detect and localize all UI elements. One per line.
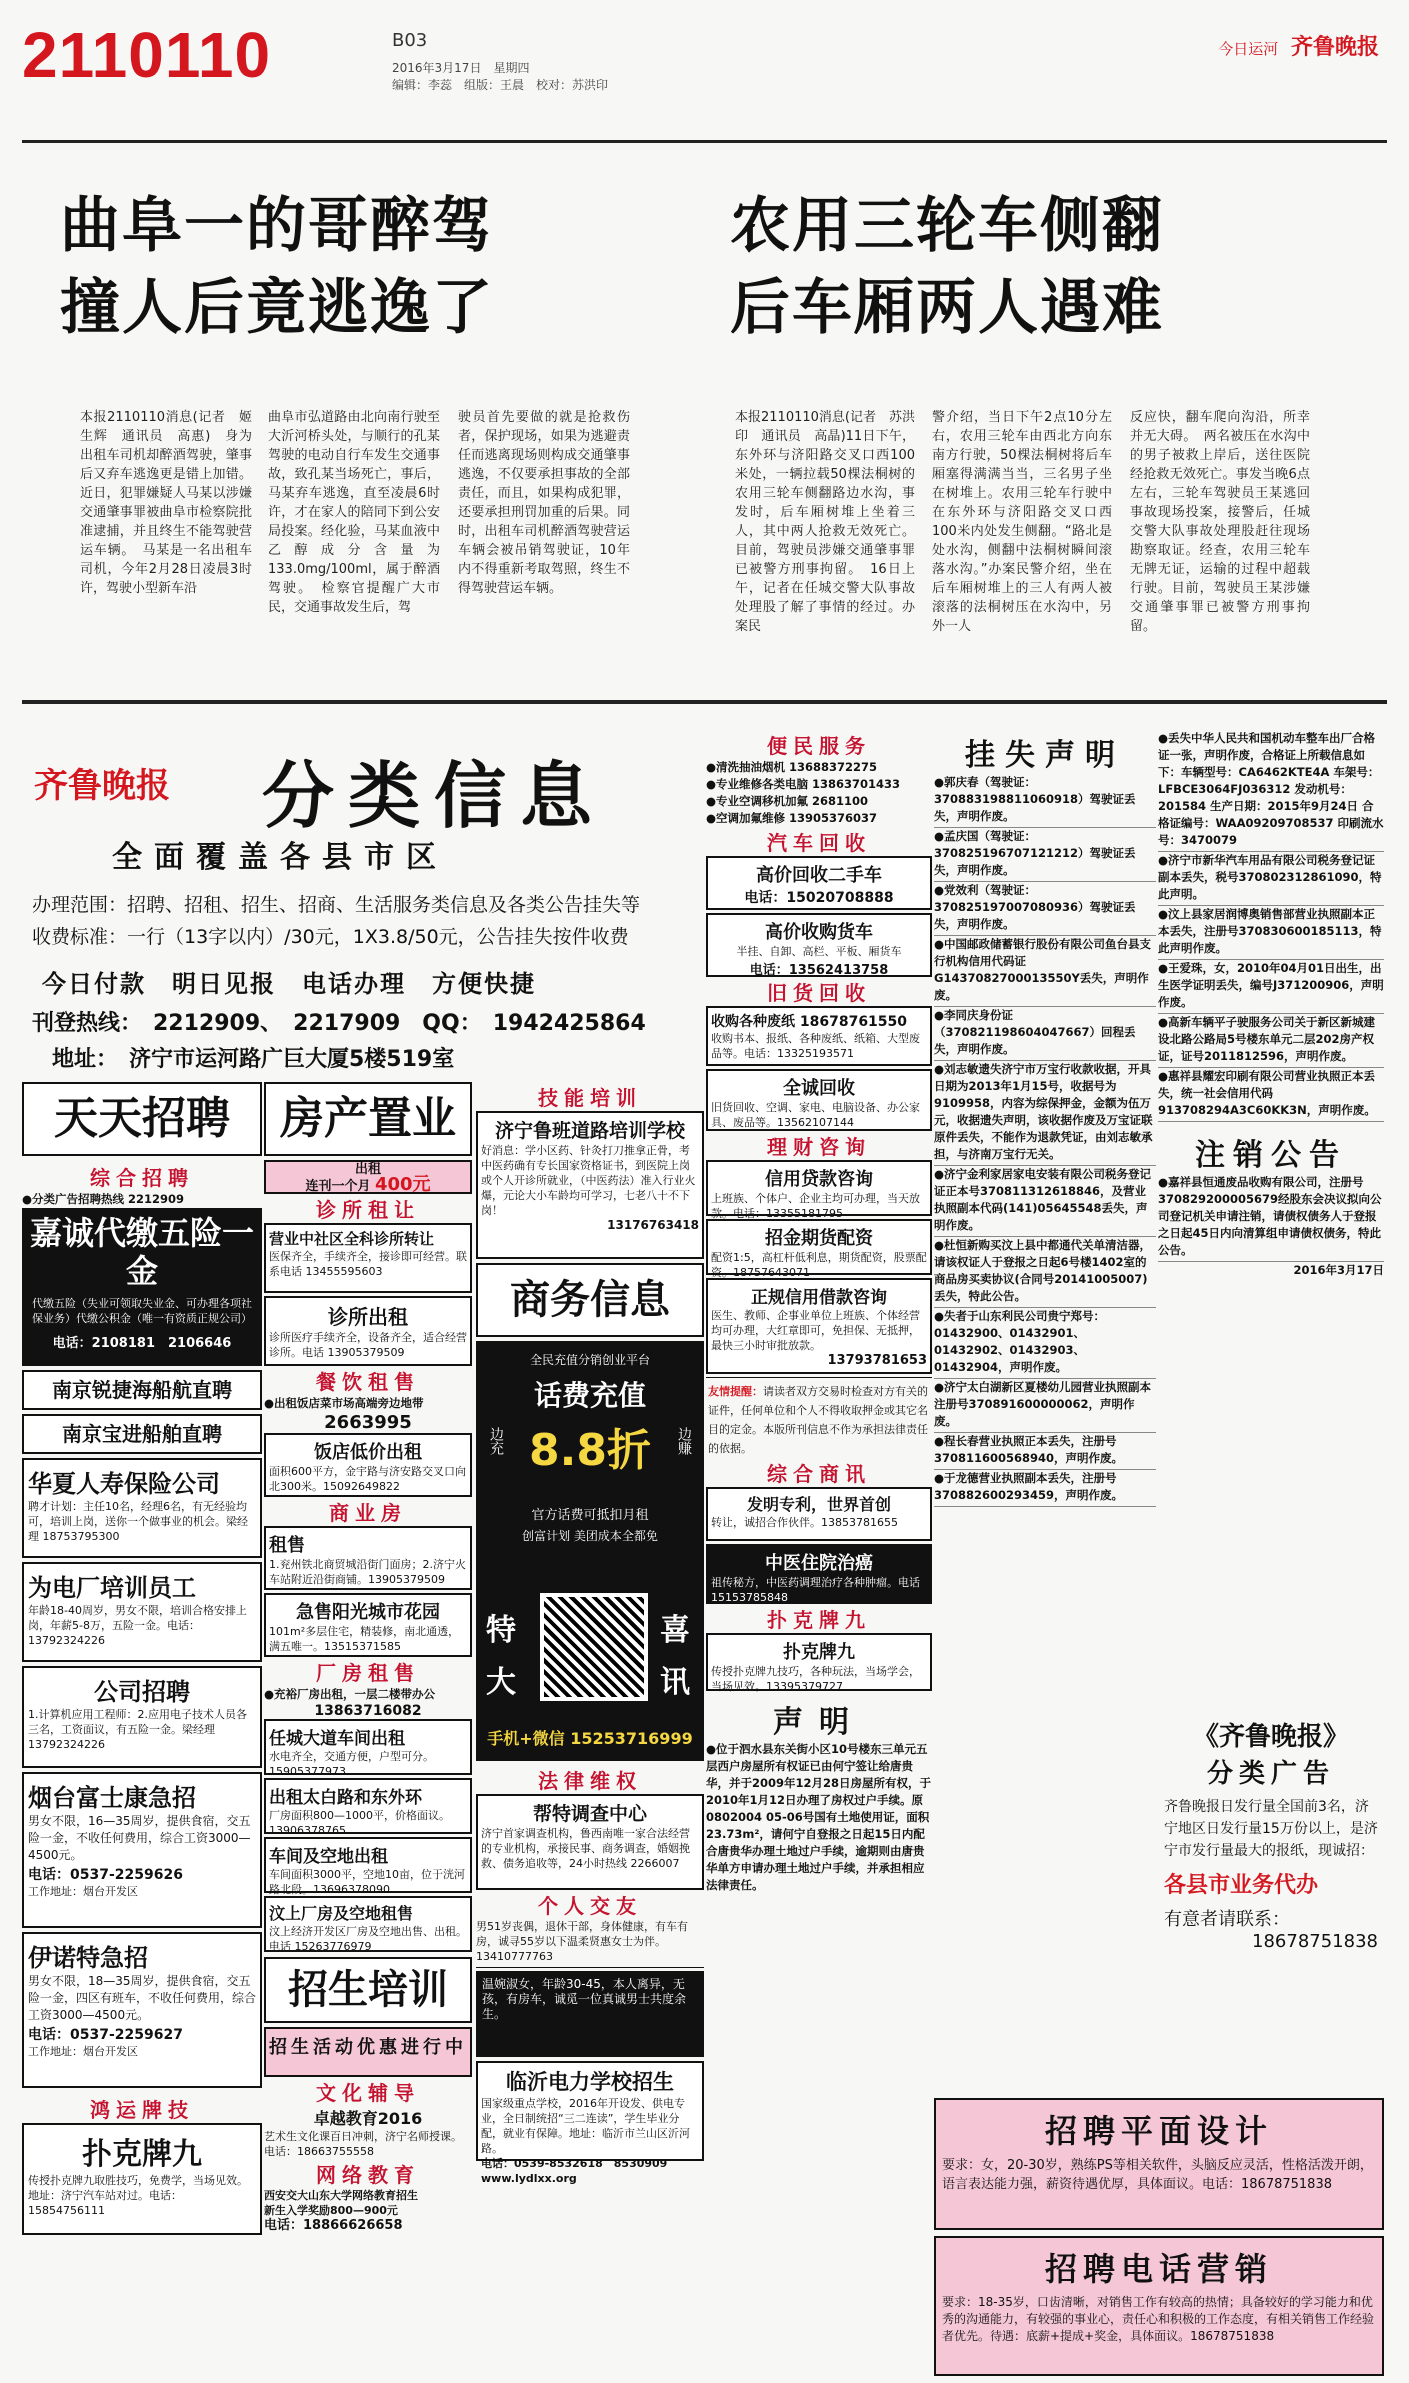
notice-item: ●汶上县家居润博奥销售部营业执照副本正本丢失，注册号370830600185113，特此声明作废。 — [1158, 906, 1384, 960]
classified-slogan: 今日付款 明日见报 电话办理 方便快捷 — [42, 969, 536, 998]
column-recruit — [22, 1082, 262, 2382]
story1-col3: 驶员首先要做的就是抢救伤者，保护现场，如果为逃避责任而逃离现场则构成交通肇事逃逸，不仅要承担事故的全部责任，而且，如果构成犯罪，还要承担刑罚加重的后果。同时，出租车司机醉酒驾驶营运车辆会被吊销驾驶证，10年内不得重新考取驾照，终生不得驾驶营运车辆。 — [458, 410, 630, 596]
services-ad-poker — [706, 1633, 932, 1691]
foxconn-title: 烟台富士康急招 — [28, 1784, 196, 1812]
power-school-phone: 电话：0539-8532618 8530909 www.lydlxx.org — [481, 2157, 679, 2185]
loss-notice-item: ●中国邮政储蓄银行股份有限公司鱼台县支行机构信用代码证G1437082700013550Y丢失，声明作废。 — [934, 936, 1156, 1007]
loss-list — [934, 774, 1156, 1507]
workshop3-body: 车间面积3000平，空地10亩，位于洸河路北段。13696378090 — [269, 1868, 465, 1896]
training-sec-tutoring: 文化辅导 — [316, 2081, 420, 2105]
truck-phone: 电话：13562413758 — [749, 963, 889, 978]
recharge-phone: 手机+微信 15253716999 — [487, 1729, 693, 1748]
loss-notice-item: ●杜恒新购买汶上县中都通代关单清洁器，请该权证人于登报之日起6号楼1402室的商品房买卖协议(合同号20141005007)丢失，特此公告。 — [934, 1237, 1156, 1308]
quancheng-body: 旧货回收、空调、家电、电脑设备、办公家具、废品等。13562107144 — [711, 1101, 920, 1129]
rent-banner — [264, 1160, 472, 1194]
patent-title: 发明专利，世界首创 — [746, 1495, 891, 1514]
loss-title: 挂失声明 — [965, 738, 1125, 773]
promo-contact-label: 有意者请联系： — [1164, 1909, 1290, 1930]
rent-label: 出租 — [354, 1162, 381, 1177]
recruit-sec-general: 综合招聘 — [90, 1166, 194, 1190]
story2-col1: 本报2110110消息(记者 苏洪印 通讯员 高晶)11日下午，东外环与济阳路交叉口西100米处，一辆拉载50棵法桐树的农用三轮车侧翻路边水沟，事发时，后车厢树堆上坐着三人，其中两人抢救无效死亡。目前，驾驶员涉嫌交通肇事罪已被警方刑事拘留。 16日上午，记者在任城交警大队事故处理股了解了事情的经过。办案民 — [735, 410, 915, 634]
recruit-sec-cards: 鸿运牌技 — [90, 2098, 194, 2122]
story1-headline-line1: 曲阜一的哥醉驾 — [60, 191, 494, 261]
qr-code-icon — [540, 1593, 648, 1701]
date-line: 2016年3月17日 星期四 — [392, 61, 530, 75]
loss-notice-item: ●孟庆国（驾驶证：370825196707121212）驾驶证丢失，声明作废。 — [934, 828, 1156, 882]
promo-body: 齐鲁晚报日发行量全国前3名，济宁地区日发行量15万份以上，是济宁市发行量最大的报纸，现诚招： — [1164, 1799, 1378, 1859]
loan-body: 医生、教师、企事业单位上班族、个体经营均可办理，大红章即可，免担保、无抵押，最快三小时审批放款。 — [711, 1309, 920, 1352]
promo-sub: 分类广告 — [1206, 1759, 1335, 1789]
services-sec-finance: 理财咨询 — [767, 1135, 871, 1159]
promo-char-2: 大 — [486, 1665, 516, 1700]
business-ad-school — [476, 1111, 704, 1259]
recruit-ad-poker — [22, 2123, 262, 2235]
services-sec-poker: 扑克牌九 — [767, 1608, 871, 1632]
sunshine-title: 急售阳光城市花园 — [296, 1602, 440, 1623]
inovance-body: 男女不限，18—35周岁，提供食宿，交五险一金，四区有班车，不收任何费用，综合工资3000—4500元。 — [28, 1974, 257, 2022]
inovance-phone: 电话：0537-2259627 — [28, 2027, 183, 2043]
inovance-title: 伊诺特急招 — [28, 1944, 148, 1972]
story2-headline-line1: 农用三轮车侧翻 — [730, 191, 1164, 261]
online-phone: 电话：18866626658 — [264, 2218, 403, 2233]
business-sec-legal: 法律维权 — [538, 1769, 642, 1793]
story2-col3: 反应快，翻车爬向沟沿，所幸并无大碍。 两名被压在水沟中的男子被救上岸后，送往医院经抢救无效死亡。事发当晚6点左右，三轮车驾驶员王某逃回事故现场投案，接警后，任城交警大队事故处理股赶往现场勘察取证。经查，农用三轮车无牌无证，运输的过程中超载行驶。目前，驾驶员王某涉嫌交通肇事罪已被警方刑事拘留。 — [1130, 410, 1310, 634]
section-brand — [1218, 30, 1379, 61]
realestate-sec-clinic: 诊所租让 — [316, 1198, 420, 1222]
school-body: 好消息：学小区药、针灸打刀推拿正骨，考中医药确有专长国家资格证书，到医院上岗或个人开诊所就业，（中医药法）准入行业火爆，元论大小车龄均可学习，七老八十不下岗！ — [481, 1144, 696, 1217]
services-ad4: ●空调加氟维修 13905376037 — [706, 811, 878, 825]
online-title: 西安交大山东大学网络教育招生 — [264, 2189, 418, 2202]
promo-char-right — [660, 1605, 694, 1709]
loss-notice-item: ●济宁太白湖新区夏楼幼儿园营业执照副本注册号370891600000062，声明作废。 — [934, 1379, 1156, 1433]
business-title: 商务信息 — [476, 1263, 704, 1337]
recruit-title: 天天招聘 — [22, 1082, 262, 1156]
factory-ad1-phone: 13863716082 — [314, 1703, 422, 1719]
business-ad-power-school — [476, 2061, 704, 2185]
tip-body: 请读者双方交易时检查对方有关的证件，任何单位和个人不得收取押金或其它名目的定金。本版所刊信息不作为承担法律责任的依据。 — [708, 1385, 928, 1455]
header-rule — [22, 140, 1387, 143]
foxconn-note: 工作地址：烟台开发区 — [28, 1885, 138, 1898]
classified-title: 分类信息 — [262, 753, 607, 838]
loss-notice-item: ●济宁金利家居家电安装有限公司税务登记证正本号370811312618846，及营业执照副本代码(141)05645548丢失，声明作废。 — [934, 1166, 1156, 1237]
tutoring-title: 卓越教育2016 — [313, 2109, 423, 2128]
rent-price: 400元 — [374, 1174, 431, 1195]
story2-col2: 警介绍，当日下午2点10分左右，农用三轮车由西北方向东南方行驶，50棵法桐树将后车厢塞得满满当当，三名男子坐在树堆上。农用三轮车行驶中在东外环与济阳路交叉口西100米内处发生侧翻。“路北是处水沟，侧翻中法桐树瞬间滚落水沟。”办案民警介绍，坐在后车厢树堆上的三人有两人被滚落的法桐树压在水沟中，另外一人 — [932, 410, 1112, 634]
investigation-body: 济宁首家调查机构，鲁西南唯一家合法经营的专业机构，承接民事、商务调查，婚姻挽救、债务追收等，24小时热线 2266007 — [481, 1827, 690, 1870]
quancheng-title: 全诚回收 — [783, 1078, 855, 1099]
dating-ad2: 温婉淑女，年龄30-45，本人离异，无孩，有房车，诚觅一位真诚男士共度余生。 — [482, 1977, 687, 2021]
poker2-body: 传授扑克牌九技巧，各种玩法，当场学会，当场见效。13395379727 — [711, 1665, 920, 1693]
clinic2-title: 诊所出租 — [328, 1305, 408, 1329]
futures-body: 配资1:5，高杠杆低利息，期货配资，股票配资。18757643071 — [711, 1251, 927, 1279]
workshop3-title: 车间及空地出租 — [269, 1847, 388, 1867]
truck-title: 高价收购货车 — [765, 922, 873, 943]
realestate-ad-restaurant — [264, 1433, 472, 1497]
services-ad1: ●清洗抽油烟机 13688372275 — [706, 760, 878, 774]
classified-phone: 刊登热线： 2212909、 2217909 QQ： 1942425864 — [32, 1011, 646, 1036]
recruit-ad-foxconn — [22, 1772, 262, 1928]
loan-phone: 13793781653 — [827, 1353, 927, 1368]
hotline-number: 2110110 — [22, 19, 272, 91]
foxconn-phone: 电话：0537-2259626 — [28, 1867, 183, 1883]
poker2-title: 扑克牌九 — [783, 1642, 855, 1663]
insurer-body: 聘才计划：主任10名，经理6名，有无经验均可，培训上岗，送你一个做事业的机会。梁经理 18753795300 — [28, 1500, 248, 1543]
realestate-ad-clinic1 — [264, 1223, 472, 1293]
usedcar-title: 高价回收二手车 — [756, 865, 882, 886]
wenshang-title: 汶上厂房及空地租售 — [269, 1904, 414, 1923]
services-ad-quancheng — [706, 1069, 932, 1131]
loss-notice-item: ●郭庆春（驾驶证：370883198811060918）驾驶证丢失，声明作废。 — [934, 774, 1156, 828]
column-services — [706, 730, 932, 2380]
ad-graphic-design — [934, 2098, 1384, 2230]
loss-notice-item: ●于龙德营业执照副本丢失，注册号370882600293459，声明作废。 — [934, 1470, 1156, 1507]
classified-subtitle: 全面覆盖各县市区 — [112, 840, 448, 875]
wenshang-body: 汶上经济开发区厂房及空地出售、出租。电话 15263776979 — [269, 1925, 467, 1953]
tutoring-body: 艺术生文化课百日冲刺，济宁名师授课。电话：18663755558 — [264, 2130, 462, 2158]
loss-notice-item: ●刘志敏遗失济宁市万宝行收款收据，开具日期为2013年1月15号，收据号为9109958，内容为综保押金，金额为伍万元，收据遗失声明，该收据作废及万宝证联原件丢失，不能作为退款凭证，由刘志敏承担，与济南万宝行无关。 — [934, 1061, 1156, 1166]
realestate-sec-factory: 厂房租售 — [316, 1661, 420, 1685]
telemarketing-title: 招聘电话营销 — [1044, 2250, 1273, 2288]
power-school-body: 国家级重点学校，2016年开设发、供电专业，全日制统招“三二连读”，学生毕业分配，就业有保障。地址：临沂市兰山区沂河路。 — [481, 2097, 690, 2155]
workshop1-title: 任城大道车间出租 — [269, 1729, 405, 1749]
workshop2-title: 出租太白路和东外环 — [269, 1788, 422, 1808]
realestate-ad-lease — [264, 1526, 472, 1590]
promo-red: 各县市业务代办 — [1164, 1873, 1319, 1898]
telemarketing-body: 要求：18-35岁，口齿清晰，对销售工作有较高的热情；具备较好的学习能力和优秀的沟通能力，有较强的事业心，责任心和积极的工作态度，有相关销售工作经验者优先。待遇：底薪+提成+奖金，具体面议。18678751838 — [942, 2295, 1375, 2343]
insurance-phone: 电话：2108181 2106646 — [52, 1336, 232, 1351]
realestate-sec-commercial: 商业房 — [329, 1501, 407, 1525]
column-business — [476, 1082, 704, 2382]
services-ad-patent — [706, 1487, 932, 1541]
recruit-ad-inovance — [22, 1932, 262, 2088]
workshop2-body: 厂房面积800—1000平，价格面议。13906378765 — [269, 1809, 450, 1837]
company-body: 1.计算机应用工程师：2.应用电子技术人员各三名，工资面议，有五险一金。梁经理 13792324226 — [28, 1708, 247, 1751]
realestate-ad-workshop2 — [264, 1778, 472, 1837]
services-ad3: ●专业空调移机加氟 2681100 — [706, 794, 869, 808]
notice-item: ●济宁市新华汽车用品有限公司税务登记证副本丢失，税号370802312861090，特此声明。 — [1158, 852, 1384, 906]
cancel-list — [1158, 1174, 1384, 1262]
promo-title: 《齐鲁晚报》 — [1192, 1722, 1349, 1752]
recruit-ad-company — [22, 1666, 262, 1768]
promo-char-4: 讯 — [660, 1665, 690, 1700]
realestate-ad-wenshang — [264, 1896, 472, 1952]
brand-name: 齐鲁晚报 — [1290, 34, 1379, 60]
services-sec-misc: 综合商讯 — [767, 1462, 871, 1486]
business-ad-recharge — [476, 1341, 704, 1761]
tcm-title: 中医住院治癌 — [765, 1553, 873, 1574]
story1-col1: 本报2110110消息(记者 姬生辉 通讯员 高惠) 身为出租车司机却醉酒驾驶，肇事后又弃车逃逸更是错上加错。近日，犯罪嫌疑人马某以涉嫌交通肇事罪被曲阜市检察院批准逮捕，并且终生不能驾驶营运车辆。 马某是一名出租车司机，今年2月28日凌晨3时许，驾驶小型新车沿 — [80, 410, 252, 596]
realestate-ad-workshop3 — [264, 1837, 472, 1896]
business-ad-investigation — [476, 1794, 704, 1890]
realestate-sec-restaurant: 餐饮租售 — [316, 1370, 420, 1394]
editors-line: 编辑：李蕊 组版：王晨 校对：苏洪印 — [392, 78, 609, 92]
services-ad2: ●专业维修各类电脑 13863701433 — [706, 777, 901, 791]
recharge-tag: 全民充值分销创业平台 — [529, 1353, 650, 1367]
section-name: 今日运河 — [1218, 40, 1279, 58]
clinic1-body: 医保齐全，手续齐全，接诊即可经营。联系电话 13455595603 — [269, 1250, 467, 1278]
design-body: 要求：女，20-30岁，熟练PS等相关软件，头脑反应灵活，性格活泼开朗，语言表达能力强，薪资待遇优厚，具体面议。电话：18678751838 — [942, 2158, 1373, 2192]
notice-title: 声明 — [773, 1705, 865, 1740]
loss-notice-item: ●党效利（驾驶证：370825197007080936）驾驶证丢失，声明作废。 — [934, 882, 1156, 936]
classified-address: 地址： 济宁市运河路广巨大厦5楼519室 — [52, 1047, 455, 1072]
training-title: 招生培训 — [264, 1957, 472, 2023]
insurance-title: 嘉诚代缴五险一金 — [29, 1214, 254, 1290]
recruit-ad-power — [22, 1562, 262, 1662]
investigation-title: 帮特调查中心 — [532, 1803, 647, 1825]
loss-notice-item: ●李同庆身份证（370821198604047667）回程丢失，声明作废。 — [934, 1007, 1156, 1061]
paper-body: 收购书本、报纸、各种废纸、纸箱、大型废品等。电话：13325193571 — [711, 1032, 920, 1060]
insurer-title: 华夏人寿保险公司 — [28, 1470, 220, 1498]
poker-title: 扑克牌九 — [82, 2137, 202, 2172]
notice-item: ●高新车辆平子驶服务公司关于新区新城建设北路公路局5号楼东单元二层202房产权证，证号2011812596，声明作废。 — [1158, 1014, 1384, 1068]
tip-label: 友情提醒： — [708, 1385, 763, 1398]
realestate-ad-sunshine — [264, 1593, 472, 1657]
inovance-note: 工作地址：烟台开发区 — [28, 2045, 138, 2058]
story1-headline — [60, 185, 700, 349]
insurance-body: 代缴五险（失业可领取失业金、可办理各项社保业务）代缴公积金（唯一有资质正规公司） — [32, 1297, 252, 1325]
sunshine-body: 101m²多层住宅，精装修，南北通透，满五唯一。13515371585 — [269, 1625, 460, 1653]
power-title: 为电厂培训员工 — [28, 1574, 196, 1602]
classified-header — [22, 728, 702, 1078]
column-realestate — [264, 1082, 472, 2382]
workshop1-body: 水电齐全，交通方便，户型可分。15905377973 — [269, 1750, 434, 1778]
recharge-sub: 官方话费可抵扣月租 — [531, 1508, 649, 1523]
recharge-side-left: 边充 — [488, 1427, 504, 1455]
column-loss — [934, 730, 1156, 2080]
restaurant-title: 饭店低价出租 — [314, 1442, 422, 1463]
realestate-title: 房产置业 — [264, 1082, 472, 1156]
services-tip — [706, 1377, 932, 1458]
recharge-big: 8.8折 — [529, 1425, 651, 1476]
design-title: 招聘平面设计 — [1044, 2112, 1273, 2150]
loss-notice-item: ●程长春营业执照正本丢失，注册号370811600568940，声明作废。 — [934, 1433, 1156, 1470]
credit-body: 上班族、个体户、企业主均可办理，当天放款。电话：13355181795 — [711, 1192, 920, 1220]
business-sec-skills: 技能培训 — [538, 1086, 642, 1110]
cancel-date: 2016年3月17日 — [1293, 1263, 1384, 1277]
recruit-ad-hotline: ●分类广告招聘热线 2212909 — [22, 1192, 185, 1206]
dating-ad2-box — [476, 1971, 704, 2057]
restaurant-ad1-phone: 2663995 — [324, 1412, 412, 1433]
credit-title: 信用贷款咨询 — [765, 1169, 873, 1190]
classified-scope: 办理范围：招聘、招租、招生、招商、生活服务类信息及各类公告挂失等 — [32, 894, 641, 916]
recharge-side-right: 边赚 — [676, 1427, 692, 1455]
online-body: 新生入学奖励800—900元 — [264, 2204, 398, 2217]
clinic1-title: 营业中社区全科诊所转让 — [269, 1230, 435, 1248]
promo-char-3: 喜 — [660, 1613, 690, 1648]
truck-body: 半挂、自卸、高栏、平板、厢货车 — [736, 945, 902, 958]
ad-telemarketing — [934, 2236, 1384, 2376]
training-sec-online: 网络教育 — [316, 2163, 420, 2187]
training-banner: 招生活动优惠进行中 — [264, 2027, 472, 2077]
recruit-ad-insurer — [22, 1458, 262, 1558]
notice-item: ●王爱珠，女，2010年04月01日出生，出生医学证明丢失，编号J371200906，声明作废。 — [1158, 960, 1384, 1014]
poker-body: 传授扑克牌九取胜技巧，免费学，当场见效。地址：济宁汽车站对过。电话：15854756111 — [28, 2174, 248, 2217]
paper-promo — [1158, 1710, 1384, 2090]
cancel-title: 注销公告 — [1195, 1138, 1347, 1173]
rent-sub — [266, 1174, 470, 1195]
classified-logo: 齐鲁晚报 — [34, 766, 170, 806]
rent-sub-text: 连刊一个月 — [305, 1179, 371, 1194]
restaurant-ad1: ●出租饭店菜市场高端旁边地带 — [264, 1396, 424, 1410]
services-sec-recycle: 旧货回收 — [767, 981, 871, 1005]
recharge-note: 创富计划 美团成本全都免 — [522, 1529, 658, 1543]
services-ad-loan — [706, 1278, 932, 1374]
services-ad-futures — [706, 1219, 932, 1279]
story2-headline-line2: 后车厢两人遇难 — [730, 273, 1164, 343]
promo-char-left — [486, 1605, 520, 1709]
futures-title: 招金期货配资 — [765, 1228, 873, 1249]
notice-item: ●惠祥县耀宏印刷有限公司营业执照正本丢失，统一社会信用代码913708294A3C60KK3N，声明作废。 — [1158, 1068, 1384, 1122]
patent-body: 转让，诚招合作伙伴。13853781655 — [711, 1516, 898, 1529]
cancel-notice-item: ●嘉祥县恒通废品收购有限公司，注册号370829200005679经股东会决议拟向公司登记机关申请注销，请债权债务人于登报之日起45日内向清算组申请债权债务，特此公告。 — [1158, 1174, 1384, 1262]
services-ad-paper — [706, 1006, 932, 1066]
usedcar-phone: 电话：15020708888 — [744, 890, 894, 906]
lease-title: 租售 — [269, 1535, 305, 1556]
services-sec-cars: 汽车回收 — [767, 831, 871, 855]
lease-body: 1.兖州铁北商贸城沿街门面房；2.济宁火车站附近沿街商铺。13905379509 — [269, 1558, 466, 1586]
factory-ad1: ●充裕厂房出租，一层二楼带办公 — [264, 1687, 436, 1701]
business-sec-dating: 个人交友 — [538, 1894, 642, 1918]
realestate-ad-clinic2 — [264, 1296, 472, 1366]
issue-meta — [392, 60, 608, 94]
loss-notice-item: ●失者于山东利民公司贵宁郑号：01432900、01432901、01432902、01432903、01432904，声明作废。 — [934, 1308, 1156, 1379]
notice-body: ●位于泗水县东关街小区10号楼东三单元五层西户房屋所有权证已由何宁签让给唐贵华，并于2009年12月28日房屋所有权，于2010年1月12日办理了房权过户手续。原0802004 05-06号国有土地使用证，面积23.73m²，请何宁自登报之日起15日内配合唐贵华办理土地过户手续，逾期则由唐贵华单方申请办理土地过户手续，并承担相应法律责任。 — [706, 1742, 932, 1892]
services-ad-usedcar — [706, 856, 932, 910]
paper-title: 收购各种废纸 18678761550 — [711, 1014, 908, 1030]
power-body: 年龄18-40周岁，男女不限，培训合格安排上岗，年薪5-8万，五险一金。电话：13792324226 — [28, 1604, 247, 1647]
recruit-ad-insurance — [22, 1208, 262, 1366]
services-ad-credit — [706, 1160, 932, 1220]
foxconn-body: 男女不限，16—35周岁，提供食宿，交五险一金，不收任何费用，综合工资3000—4500元。 — [28, 1814, 251, 1862]
realestate-ad-workshop1 — [264, 1719, 472, 1778]
promo-char-1: 特 — [486, 1613, 516, 1648]
services-ad-truck — [706, 913, 932, 977]
services-ad-tcm — [706, 1544, 932, 1604]
clinic2-body: 诊所医疗手续齐全，设备齐全，适合经营诊所。电话 13905379509 — [269, 1331, 467, 1359]
story2-headline — [730, 185, 1380, 349]
recruit-ad-ship1: 南京锐捷海船航直聘 — [22, 1370, 262, 1410]
ads-rule — [22, 700, 1387, 704]
school-title: 济宁鲁班道路培训学校 — [494, 1120, 685, 1142]
restaurant-body: 面积600平方，金宇路与济安路交叉口向北300米。15092649822 — [269, 1465, 466, 1493]
tcm-body: 祖传秘方，中医药调理治疗各种肿瘤。电话 15153785848 — [711, 1576, 920, 1604]
classified-fee: 收费标准：一行（13字以内）/30元，1X3.8/50元，公告挂失按件收费 — [32, 926, 629, 948]
story1-col2: 曲阜市弘道路由北向南行驶至大沂河桥头处，与顺行的孔某驾驶的电动自行车发生交通事故，致孔某当场死亡，事后，马某弃车逃逸，直至凌晨6时许，才在家人的陪同下到公安局投案。经化验，马某血液中乙醇成分含量为133.0mg/100ml，属于醉酒驾驶。 检察官提醒广大市民，交通事故发生后，驾 — [268, 410, 440, 615]
school-phone: 13176763418 — [607, 1218, 699, 1232]
promo-contact-phone: 18678751838 — [1252, 1931, 1378, 1952]
notice-item: ●丢失中华人民共和国机动车整车出厂合格证一张，声明作废，合格证上所载信息如下：车辆型号：CA6462KTE4A 车架号：LFBCE3064FJ036312 发动机号：201584 生产日期：2015年9月24日 合格证编号：WAA09209708537 印刷流水号：3470079 — [1158, 730, 1384, 852]
services-sec-convenience: 便民服务 — [767, 734, 871, 758]
power-school-title: 临沂电力学校招生 — [506, 2070, 674, 2094]
story1-headline-line2: 撞人后竟逃逸了 — [60, 273, 494, 343]
page-number: B03 — [392, 30, 428, 51]
dating-ad1: 男51岁丧偶，退休干部，身体健康，有车有房，诚寻55岁以下温柔贤惠女士为伴。13410777763 — [476, 1919, 704, 1968]
company-title: 公司招聘 — [94, 1678, 190, 1706]
loan-title: 正规信用借款咨询 — [751, 1288, 887, 1308]
recharge-main: 话费充值 — [533, 1379, 646, 1412]
recruit-ad-ship2: 南京宝进船舶直聘 — [22, 1414, 262, 1454]
notice-list — [1158, 730, 1384, 1122]
